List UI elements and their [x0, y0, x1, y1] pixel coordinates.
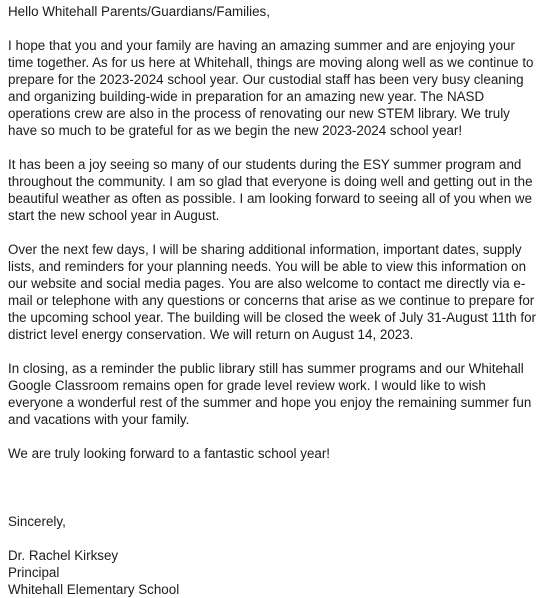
signature-name: Dr. Rachel Kirksey: [8, 548, 119, 563]
letter-paragraph-1: I hope that you and your family are having an amazing summer and are enjoying your time together. As for us here at Whitehall, things are moving along well as we continue to prepare for the 2023-2024 school year. Our custodial staff has been very busy cleaning and organizing building-wide in preparation for an amazing new year. The NASD operations crew are also in the process of renovating our new STEM library. We truly have so much to be grateful for as we begin the new 2023-2024 school year!: [8, 38, 534, 138]
signature-title: Principal: [8, 565, 60, 580]
letter-body: [8, 3, 538, 598]
letter-paragraph-2: It has been a joy seeing so many of our students during the ESY summer program and throughout the community. I am so glad that everyone is doing well and getting out in the beautiful weather as often as possible. I am looking forward to seeing all of you when we start the new school year in August.: [8, 157, 533, 223]
letter-greeting: Hello Whitehall Parents/Guardians/Families,: [8, 4, 270, 19]
letter-paragraph-4: In closing, as a reminder the public library still has summer programs and our Whitehall Google Classroom remains open for grade level review work. I would like to wish everyone a wonderful rest of the summer and hope you enjoy the remaining summer fun and vacations with your family.: [8, 361, 532, 427]
signature-block: [8, 547, 538, 598]
signature-school: Whitehall Elementary School: [8, 582, 180, 597]
letter-signoff: Sincerely,: [8, 514, 66, 529]
letter-paragraph-3: Over the next few days, I will be sharing additional information, important dates, supply lists, and reminders for your planning needs. You will be able to view this information on our website and social media pages. You are also welcome to contact me directly via e-mail or telephone with any questions or concerns that arise as we continue to prepare for the upcoming school year. The building will be closed the week of July 31-August 11th for district level energy conservation. We will return on August 14, 2023.: [8, 242, 537, 342]
letter-paragraph-5: We are truly looking forward to a fantastic school year!: [8, 446, 331, 461]
